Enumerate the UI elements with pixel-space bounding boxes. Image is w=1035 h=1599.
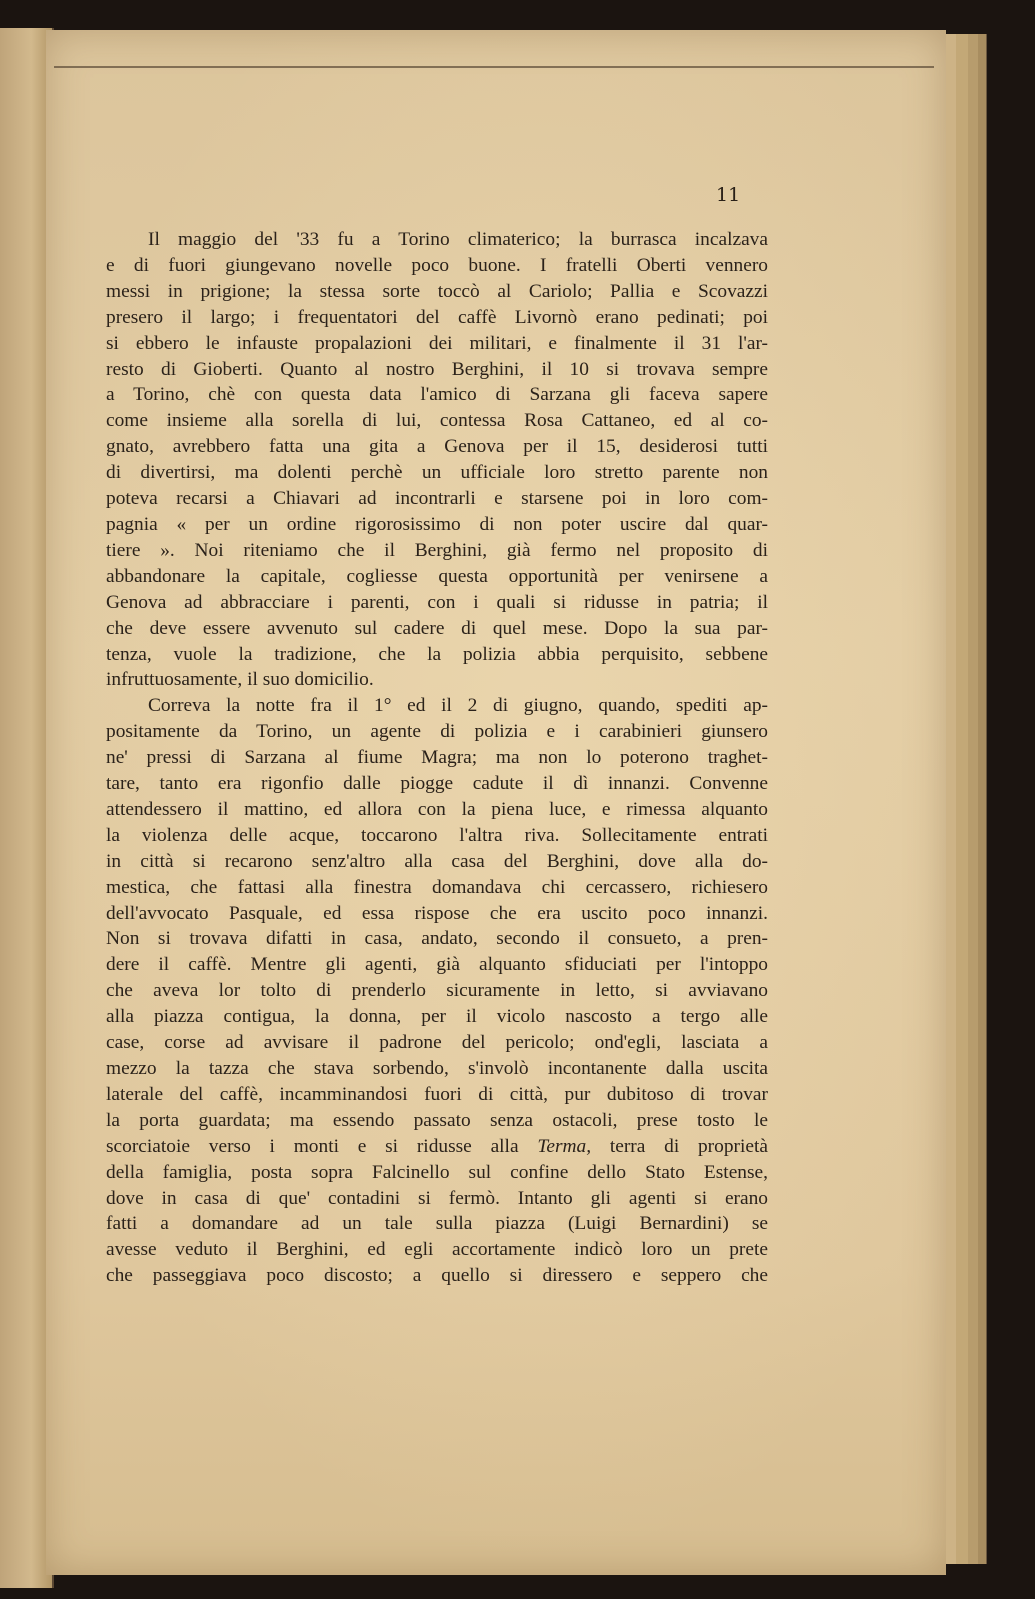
text-line: messi in prigione; la stessa sorte toccò al Cariolo; Pallia e Scovazzi — [106, 280, 768, 302]
text-line: case, corse ad avvisare il padrone del pericolo; ond'egli, lasciata a — [106, 1032, 768, 1054]
text-line: abbandonare la capitale, cogliesse questa opportunità per venirsene a — [106, 565, 768, 587]
text-line: Genova ad abbracciare i parenti, con i quali si ridusse in patria; il — [106, 591, 768, 613]
text-line: dell'avvocato Pasquale, ed essa rispose che era uscito poco innanzi. — [106, 902, 768, 924]
text-line: di divertirsi, ma dolenti perchè un ufficiale loro stretto parente non — [106, 462, 768, 484]
text-line: Non si trovava difatti in casa, andato, secondo il consueto, a pren- — [106, 928, 768, 950]
header-rule — [54, 66, 934, 68]
text-line: la porta guardata; ma essendo passato senza ostacoli, prese tosto le — [106, 1109, 768, 1131]
text-line: tare, tanto era rigonfio dalle piogge cadute il dì innanzi. Convenne — [106, 773, 768, 795]
text-line: si ebbero le infauste propalazioni dei militari, e finalmente il 31 l'ar- — [106, 332, 768, 354]
text-line: come insieme alla sorella di lui, contessa Rosa Cattaneo, ed al co- — [106, 410, 768, 432]
text-line: Il maggio del '33 fu a Torino climaterico; la burrasca incalzava — [148, 229, 768, 250]
italic-place-name: Terma, — [537, 1135, 592, 1157]
text-line: dove in casa di que' contadini si fermò. Intanto gli agenti si erano — [106, 1187, 768, 1209]
text-line: mestica, che fattasi alla finestra domandava chi cercassero, richiesero — [106, 876, 768, 898]
text-line: a Torino, chè con questa data l'amico di Sarzana gli faceva sapere — [106, 384, 768, 406]
text-line: laterale del caffè, incamminandosi fuori di città, pur dubitoso di trovar — [106, 1083, 768, 1105]
text-line: ne' pressi di Sarzana al fiume Magra; ma non lo poterono traghet- — [106, 747, 768, 769]
text-line: la violenza delle acque, toccarono l'altra riva. Sollecitamente entrati — [106, 824, 768, 846]
text-line: tiere ». Noi riteniamo che il Berghini, già fermo nel proposito di — [106, 539, 768, 561]
text-line: fatti a domandare ad un tale sulla piazza (Luigi Bernardini) se — [106, 1213, 768, 1235]
paragraph-1 — [106, 227, 768, 693]
body-text — [106, 227, 768, 1289]
text-line: presero il largo; i frequentatori del caffè Livornò erano pedinati; poi — [106, 306, 768, 328]
text-line: attendessero il mattino, ed allora con la piena luce, e rimessa alquanto — [106, 798, 768, 820]
text-line: della famiglia, posta sopra Falcinello sul confine dello Stato Estense, — [106, 1161, 768, 1183]
text-line: mezzo la tazza che stava sorbendo, s'involò incontanente dalla uscita — [106, 1058, 768, 1079]
text-line: avesse veduto il Berghini, ed egli accortamente indicò loro un prete — [106, 1239, 768, 1261]
text-line: poteva recarsi a Chiavari ad incontrarli e starsene poi in loro com- — [106, 488, 768, 510]
page-number: 11 — [716, 184, 741, 206]
text-line: positamente da Torino, un agente di polizia e i carabinieri giunsero — [106, 721, 768, 743]
page-edge — [978, 34, 987, 1564]
text-line: che deve essere avvenuto sul cadere di quel mese. Dopo la sua par- — [106, 617, 768, 639]
text-line: infruttuosamente, il suo domicilio. — [106, 669, 374, 691]
text-line: scorciatoie verso i monti e si ridusse alla Terma, terra di proprietà — [106, 1135, 768, 1157]
paragraph-2 — [106, 693, 768, 1289]
text-line: in città si recarono senz'altro alla casa del Berghini, dove alla do- — [106, 850, 768, 872]
text-line: Correva la notte fra il 1° ed il 2 di giugno, quando, spediti ap- — [148, 695, 768, 717]
text-line: e di fuori giungevano novelle poco buone. I fratelli Oberti vennero — [106, 254, 768, 276]
text-line: alla piazza contigua, la donna, per il vicolo nascosto a tergo alle — [106, 1006, 768, 1028]
text-line: che aveva lor tolto di prenderlo sicuramente in letto, si avviavano — [106, 980, 768, 1002]
text-line: pagnia « per un ordine rigorosissimo di non poter uscire dal quar- — [106, 513, 768, 535]
text-line: tenza, vuole la tradizione, che la polizia abbia perquisito, sebbene — [106, 643, 768, 665]
page-sheet — [46, 30, 946, 1575]
text-line: che passeggiava poco discosto; a quello si diressero e seppero che — [106, 1265, 768, 1287]
text-line: gnato, avrebbero fatta una gita a Genova per il 15, desiderosi tutti — [106, 436, 768, 458]
text-line: resto di Gioberti. Quanto al nostro Berghini, il 10 si trovava sempre — [106, 358, 768, 380]
text-line: dere il caffè. Mentre gli agenti, già alquanto sfiduciati per l'intoppo — [106, 954, 768, 976]
